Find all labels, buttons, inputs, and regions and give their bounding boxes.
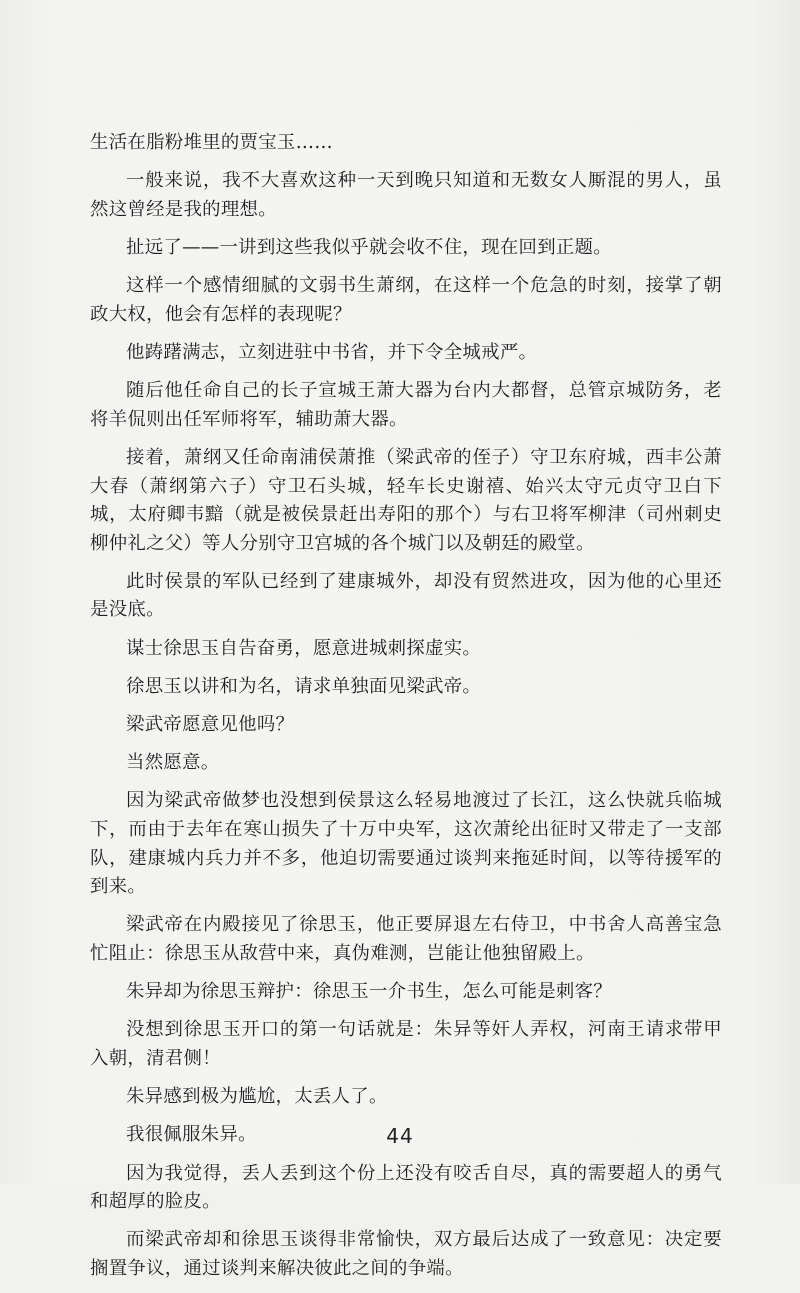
paragraph: 没想到徐思玉开口的第一句话就是：朱异等奸人弄权，河南王请求带甲入朝，清君侧！ [90,1019,722,1069]
paragraph: 我很佩服朱异。 [126,1124,257,1146]
paragraph: 朱异却为徐思玉辩护：徐思玉一介书生，怎么可能是刺客？ [126,981,612,1003]
paragraph: 当然愿意。 [126,752,220,774]
paragraph: 梁武帝在内殿接见了徐思玉，他正要屏退左右侍卫，中书舍人高善宝急忙阻止：徐思玉从敌营中来，真伪难测，岂能让他独留殿上。 [90,914,722,964]
paragraph: 谋士徐思玉自告奋勇，愿意进城刺探虚实。 [126,637,482,659]
paragraph: 因为梁武帝做梦也没想到侯景这么轻易地渡过了长江，这么快就兵临城下，而由于去年在寒山损失了十万中央军，这次萧纶出征时又带走了一支部队，建康城内兵力并不多，他迫切需要通过谈判来拖延时间，以等待援军的到来。 [90,790,722,898]
paragraph: 生活在脂粉堆里的贾宝玉…… [90,132,333,153]
paragraph: 他踌躇满志，立刻进驻中书省，并下令全城戒严。 [126,341,538,363]
page-number: 44 [386,1124,414,1148]
paragraph: 这样一个感情细腻的文弱书生萧纲，在这样一个危急的时刻，接掌了朝政大权，他会有怎样的表现呢？ [90,275,722,325]
paragraph: 一般来说，我不大喜欢这种一天到晚只知道和无数女人厮混的男人，虽然这曾经是我的理想。 [90,170,722,220]
paragraph: 而梁武帝却和徐思玉谈得非常愉快，双方最后达成了一致意见：决定要搁置争议，通过谈判来解决彼此之间的争端。 [90,1229,722,1279]
paragraph: 扯远了——一讲到这些我似乎就会收不住，现在回到正题。 [126,236,612,258]
paragraph: 此时侯景的军队已经到了建康城外，却没有贸然进攻，因为他的心里还是没底。 [90,570,722,621]
paragraph: 接着，萧纲又任命南浦侯萧推（梁武帝的侄子）守卫东府城，西丰公萧大春（萧纲第六子）守卫石头城，轻车长史谢禧、始兴太守元贞守卫白下城，太府卿韦黯（就是被侯景赶出寿阳的那个）与右卫将军柳津（司州刺史柳仲礼之父）等人分别守卫宫城的各个城门以及朝廷的殿堂。 [90,446,722,554]
body-text [90,129,722,1293]
paragraph: 因为我觉得，丢人丢到这个份上还没有咬舌自尽，真的需要超人的勇气和超厚的脸皮。 [90,1162,722,1213]
paragraph: 朱异感到极为尴尬，太丢人了。 [126,1086,388,1108]
paragraph: 徐思玉以讲和为名，请求单独面见梁武帝。 [126,675,482,697]
paragraph: 随后他任命自己的长子宣城王萧大器为台内大都督，总管京城防务，老将羊侃则出任军师将军，辅助萧大器。 [90,380,722,430]
paragraph: 梁武帝愿意见他吗？ [126,714,295,736]
